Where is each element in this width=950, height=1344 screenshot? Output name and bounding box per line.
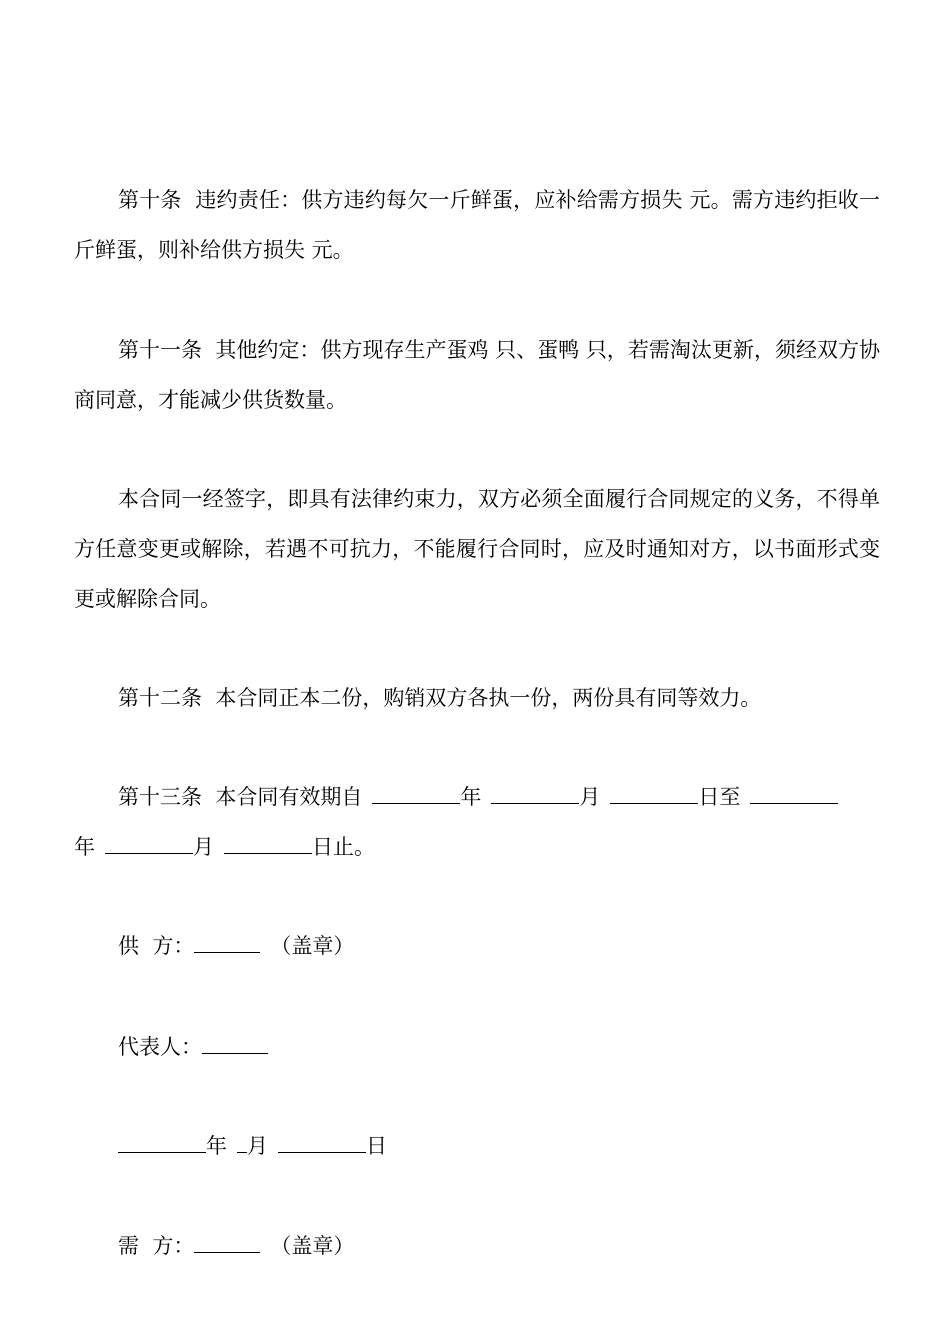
article-11-text: 其他约定：供方现存生产蛋鸡 只、蛋鸭 只，若需淘汰更新，须经双方协商同意，才能减少供货数量。 <box>74 338 880 412</box>
sign-month-blank <box>237 1132 247 1153</box>
end-day-label: 日止。 <box>312 835 375 859</box>
article-11 <box>74 325 880 425</box>
sign-month-label: 月 <box>247 1134 268 1158</box>
article-13-line-1 <box>118 772 838 822</box>
end-month-blank <box>105 833 193 854</box>
article-12 <box>74 673 880 723</box>
end-month-label: 月 <box>193 835 214 859</box>
start-day-to-label: 日至 <box>698 785 741 809</box>
binding-clause-text: 本合同一经签字，即具有法律约束力，双方必须全面履行合同规定的义务，不得单方任意变更或解除，若遇不可抗力，不能履行合同时，应及时通知对方，以书面形式变更或解除合同。 <box>74 487 880 611</box>
start-month-label: 月 <box>579 785 601 809</box>
end-day-blank <box>224 833 312 854</box>
start-month-blank <box>491 783 579 804</box>
start-year-label: 年 <box>460 785 482 809</box>
supplier-signature-line <box>118 921 354 971</box>
sign-day-label: 日 <box>366 1134 387 1158</box>
article-11-heading: 第十一条 <box>118 338 203 362</box>
buyer-signature-line <box>118 1221 354 1271</box>
end-year-label: 年 <box>74 835 95 859</box>
supplier-blank <box>194 932 260 953</box>
start-day-blank <box>610 783 698 804</box>
sign-year-blank <box>118 1132 206 1153</box>
article-10 <box>74 175 880 275</box>
end-year-blank <box>750 783 838 804</box>
buyer-blank <box>194 1232 260 1253</box>
supplier-label: 供 方： <box>118 934 195 958</box>
article-10-heading: 第十条 <box>118 188 182 212</box>
sign-year-label: 年 <box>206 1134 227 1158</box>
representative-label: 代表人： <box>118 1035 202 1059</box>
article-12-heading: 第十二条 <box>118 686 202 710</box>
article-12-text: 本合同正本二份，购销双方各执一份，两份具有同等效力。 <box>215 686 762 710</box>
buyer-label: 需 方： <box>118 1234 195 1258</box>
article-13-line-2 <box>74 822 375 872</box>
start-year-blank <box>372 783 460 804</box>
binding-clause <box>74 474 880 624</box>
article-13-text-start: 本合同有效期自 <box>215 785 363 809</box>
signature-date-line <box>118 1121 387 1171</box>
supplier-seal: （盖章） <box>270 934 355 958</box>
representative-blank <box>202 1033 268 1054</box>
representative-line <box>118 1022 268 1072</box>
sign-day-blank <box>278 1132 366 1153</box>
article-13-heading: 第十三条 <box>118 785 202 809</box>
buyer-seal: （盖章） <box>270 1234 355 1258</box>
article-10-text: 违约责任：供方违约每欠一斤鲜蛋，应补给需方损失 元。需方违约拒收一斤鲜蛋，则补给供方损失 元。 <box>74 188 880 262</box>
